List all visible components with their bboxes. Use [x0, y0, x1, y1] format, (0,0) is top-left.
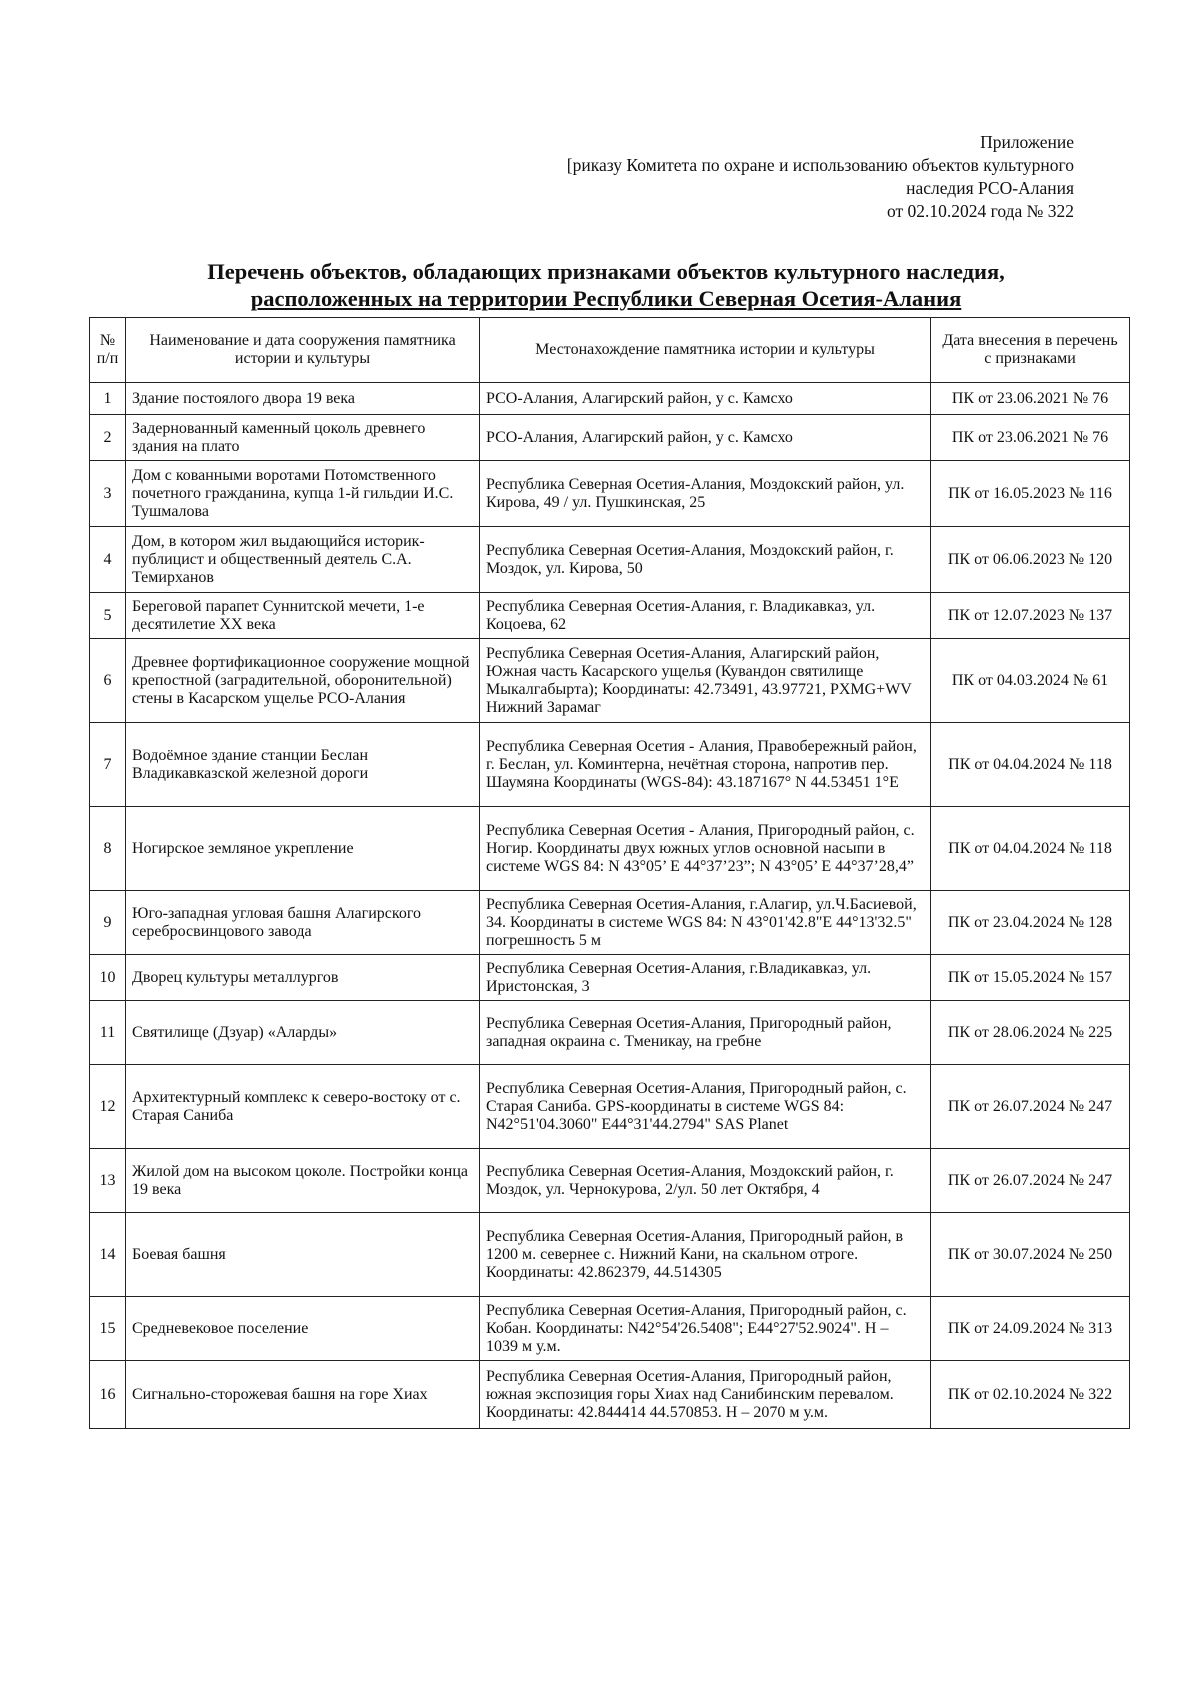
object-location: Республика Северная Осетия-Алания, Пригородный район, западная окраина с. Тменикау, на гребне: [480, 1001, 931, 1065]
row-number: 11: [90, 1001, 126, 1065]
row-number: 5: [90, 593, 126, 639]
table-row: [90, 1149, 1130, 1213]
appendix-label: Приложение: [980, 132, 1074, 152]
table-row: [90, 415, 1130, 461]
inclusion-date: ПК от 26.07.2024 № 247: [931, 1065, 1130, 1149]
object-name: Ногирское земляное укрепление: [126, 807, 480, 891]
row-number: 12: [90, 1065, 126, 1149]
heritage-objects-table: [89, 317, 1130, 1429]
inclusion-date: ПК от 23.06.2021 № 76: [931, 383, 1130, 415]
object-name: Юго-западная угловая башня Алагирского серебросвинцового завода: [126, 891, 480, 955]
object-location: Республика Северная Осетия - Алания, Правобережный район, г. Беслан, ул. Коминтерна, нечётная сторона, напротив пер. Шаумяна Координаты (WGS-84): 43.187167° N 44.53451 1°E: [480, 723, 931, 807]
row-number: 15: [90, 1297, 126, 1361]
object-location: Республика Северная Осетия-Алания, Пригородный район, южная экспозиция горы Хиах над Санибинским перевалом. Координаты: 42.844414 44.570853. H – 2070 м у.м.: [480, 1361, 931, 1429]
object-name: Средневековое поселение: [126, 1297, 480, 1361]
title-line-1: Перечень объектов, обладающих признаками объектов культурного наследия,: [207, 259, 1005, 284]
inclusion-date: ПК от 15.05.2024 № 157: [931, 955, 1130, 1001]
row-number: 7: [90, 723, 126, 807]
row-number: 2: [90, 415, 126, 461]
table-body: [90, 383, 1130, 1429]
object-location: Республика Северная Осетия-Алания, г.Алагир, ул.Ч.Басиевой, 34. Координаты в системе WGS 84: N 43°01'42.8"E 44°13'32.5" погрешность 5 м: [480, 891, 931, 955]
table-header-row: [90, 318, 1130, 383]
object-location: Республика Северная Осетия-Алания, Моздокский район, ул. Кирова, 49 / ул. Пушкинская, 25: [480, 461, 931, 527]
table-row: [90, 527, 1130, 593]
object-location: Республика Северная Осетия-Алания, Пригородный район, в 1200 м. севернее с. Нижний Кани, на скальном отроге. Координаты: 42.862379, 44.514305: [480, 1213, 931, 1297]
row-number: 10: [90, 955, 126, 1001]
inclusion-date: ПК от 26.07.2024 № 247: [931, 1149, 1130, 1213]
object-name: Дворец культуры металлургов: [126, 955, 480, 1001]
object-name: Береговой парапет Суннитской мечети, 1-е десятилетие XX века: [126, 593, 480, 639]
inclusion-date: ПК от 24.09.2024 № 313: [931, 1297, 1130, 1361]
header-name: Наименование и дата сооружения памятника истории и культуры: [126, 318, 480, 383]
row-number: 6: [90, 639, 126, 723]
object-location: Республика Северная Осетия-Алания, Алагирский район, Южная часть Касарского ущелья (Кувандон святилище Мыкалгабырта); Координаты: 42.73491, 43.97721, PXMG+WV Нижний Зарамаг: [480, 639, 931, 723]
object-name: Водоёмное здание станции Беслан Владикавказской железной дороги: [126, 723, 480, 807]
table-row: [90, 639, 1130, 723]
object-name: Дом, в котором жил выдающийся историк-публицист и общественный деятель С.А. Темирханов: [126, 527, 480, 593]
appendix-header: [567, 131, 1074, 223]
object-name: Святилище (Дзуар) «Аларды»: [126, 1001, 480, 1065]
committee-name: наследия РСО-Алания: [906, 178, 1074, 198]
inclusion-date: ПК от 30.07.2024 № 250: [931, 1213, 1130, 1297]
object-location: Республика Северная Осетия-Алания, Моздокский район, г. Моздок, ул. Чернокурова, 2/ул. 50 лет Октября, 4: [480, 1149, 931, 1213]
inclusion-date: ПК от 16.05.2023 № 116: [931, 461, 1130, 527]
header-date: Дата внесения в перечень с признаками: [931, 318, 1130, 383]
inclusion-date: ПК от 06.06.2023 № 120: [931, 527, 1130, 593]
table-row: [90, 1001, 1130, 1065]
document-title: [86, 258, 1126, 312]
row-number: 13: [90, 1149, 126, 1213]
table-row: [90, 1065, 1130, 1149]
object-name: Боевая башня: [126, 1213, 480, 1297]
object-name: Задернованный каменный цоколь древнего здания на плато: [126, 415, 480, 461]
object-location: Республика Северная Осетия-Алания, г. Владикавказ, ул. Коцоева, 62: [480, 593, 931, 639]
table-row: [90, 723, 1130, 807]
header-location: Местонахождение памятника истории и культуры: [480, 318, 931, 383]
header-num: № п/п: [90, 318, 126, 383]
object-name: Архитектурный комплекс к северо-востоку от с. Старая Саниба: [126, 1065, 480, 1149]
row-number: 16: [90, 1361, 126, 1429]
row-number: 1: [90, 383, 126, 415]
object-name: Жилой дом на высоком цоколе. Постройки конца 19 века: [126, 1149, 480, 1213]
object-location: Республика Северная Осетия-Алания, Пригородный район, с. Старая Саниба. GPS-координаты в системе WGS 84: N42°51'04.3060" E44°31'44.2794" SAS Planet: [480, 1065, 931, 1149]
object-location: РСО-Алания, Алагирский район, у с. Камсхо: [480, 415, 931, 461]
table-row: [90, 891, 1130, 955]
object-location: Республика Северная Осетия-Алания, Пригородный район, с. Кобан. Координаты: N42°54'26.5408"; E44°27'52.9024". H – 1039 м у.м.: [480, 1297, 931, 1361]
inclusion-date: ПК от 12.07.2023 № 137: [931, 593, 1130, 639]
object-location: Республика Северная Осетия-Алания, г.Владикавказ, ул. Иристонская, 3: [480, 955, 931, 1001]
table-row: [90, 1213, 1130, 1297]
inclusion-date: ПК от 23.04.2024 № 128: [931, 891, 1130, 955]
table-row: [90, 1361, 1130, 1429]
inclusion-date: ПК от 04.03.2024 № 61: [931, 639, 1130, 723]
object-location: Республика Северная Осетия-Алания, Моздокский район, г. Моздок, ул. Кирова, 50: [480, 527, 931, 593]
inclusion-date: ПК от 04.04.2024 № 118: [931, 807, 1130, 891]
object-location: Республика Северная Осетия - Алания, Пригородный район, с. Ногир. Координаты двух южных углов основной насыпи в системе WGS 84: N 43°05’ E 44°37’23”; N 43°05’ E 44°37’28,4”: [480, 807, 931, 891]
table-row: [90, 1297, 1130, 1361]
row-number: 4: [90, 527, 126, 593]
inclusion-date: ПК от 02.10.2024 № 322: [931, 1361, 1130, 1429]
inclusion-date: ПК от 04.04.2024 № 118: [931, 723, 1130, 807]
object-name: Древнее фортификационное сооружение мощной крепостной (заградительной, оборонительной) стены в Касарском ущелье РСО-Алания: [126, 639, 480, 723]
order-reference: [риказу Комитета по охране и использованию объектов культурного: [566, 155, 1074, 175]
table-row: [90, 593, 1130, 639]
inclusion-date: ПК от 23.06.2021 № 76: [931, 415, 1130, 461]
row-number: 8: [90, 807, 126, 891]
table-row: [90, 383, 1130, 415]
table-row: [90, 955, 1130, 1001]
object-location: РСО-Алания, Алагирский район, у с. Камсхо: [480, 383, 931, 415]
row-number: 3: [90, 461, 126, 527]
title-line-2: расположенных на территории Республики Северная Осетия-Алания: [250, 286, 962, 311]
row-number: 9: [90, 891, 126, 955]
object-name: Сигнально-сторожевая башня на горе Хиах: [126, 1361, 480, 1429]
object-name: Здание постоялого двора 19 века: [126, 383, 480, 415]
table-row: [90, 461, 1130, 527]
object-name: Дом с кованными воротами Потомственного почетного гражданина, купца 1-й гильдии И.С. Тушмалова: [126, 461, 480, 527]
inclusion-date: ПК от 28.06.2024 № 225: [931, 1001, 1130, 1065]
order-date-number: от 02.10.2024 года № 322: [886, 201, 1074, 221]
row-number: 14: [90, 1213, 126, 1297]
table-row: [90, 807, 1130, 891]
